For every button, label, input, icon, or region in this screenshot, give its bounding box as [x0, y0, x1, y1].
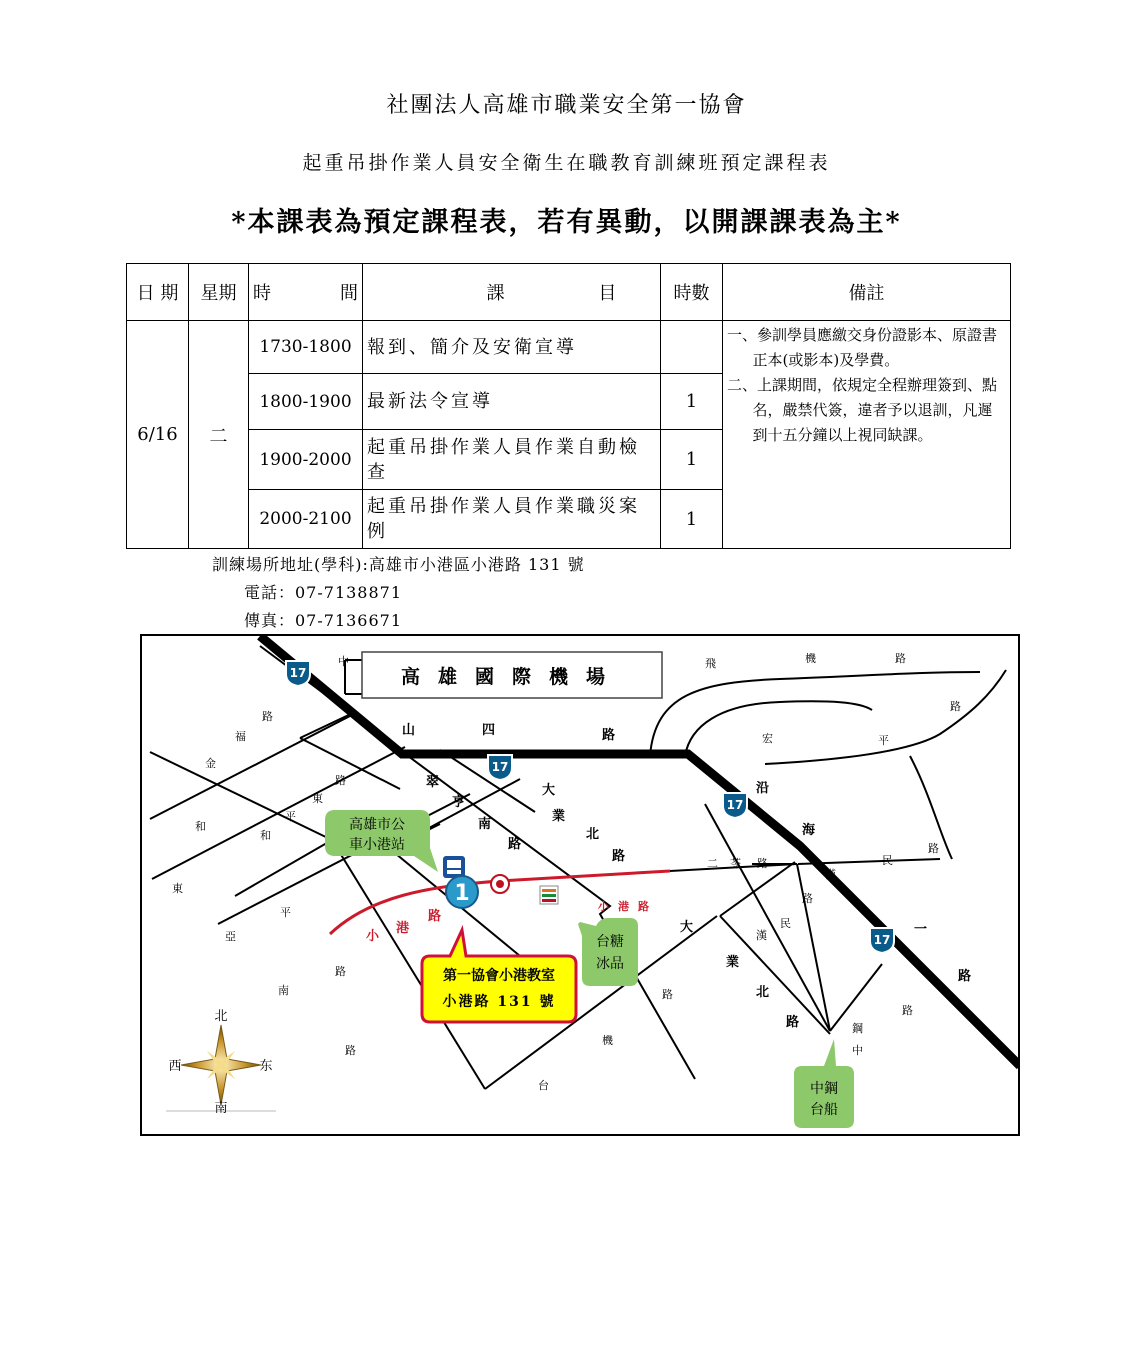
svg-text:1: 1 — [454, 881, 470, 906]
compass-west: 西 — [168, 1059, 182, 1074]
cell-subject: 報到、簡介及安衛宣導 — [363, 321, 661, 374]
organization-title: 社團法人高雄市職業安全第一協會 — [386, 93, 747, 118]
svg-text:東: 東 — [172, 882, 183, 895]
svg-text:港: 港 — [396, 921, 410, 936]
svg-text:平: 平 — [280, 906, 291, 919]
header-subject — [363, 264, 661, 321]
fax-number: 傳真：07-7136671 — [244, 611, 403, 630]
cell-subject: 起重吊掛作業人員作業職災案例 — [363, 490, 661, 549]
svg-text:南: 南 — [278, 984, 289, 997]
cell-date: 6/16 — [127, 321, 189, 549]
svg-text:東: 東 — [312, 792, 323, 805]
svg-text:港: 港 — [618, 900, 629, 913]
remark-2: 二、上課期間，依規定全程辦理簽到、點名，嚴禁代簽，違者予以退訓，凡遲到十五分鐘以上視同缺課。 — [727, 376, 998, 444]
header-subject-b: 目 — [598, 283, 617, 304]
highway-number: 17 — [726, 798, 744, 812]
cell-subject: 最新法令宣導 — [363, 374, 661, 430]
bus-icon — [443, 856, 465, 878]
svg-text:四: 四 — [482, 723, 496, 738]
svg-text:業: 業 — [552, 809, 566, 824]
compass-east: 东 — [259, 1059, 273, 1074]
cell-hours: 1 — [661, 490, 723, 549]
phone-number: 電話：07-7138871 — [244, 583, 403, 602]
svg-text:路: 路 — [335, 965, 346, 978]
course-title: 起重吊掛作業人員安全衛生在職教育訓練班預定課程表 — [302, 152, 831, 174]
svg-text:山: 山 — [402, 723, 416, 738]
svg-text:大: 大 — [542, 783, 556, 798]
svg-text:北: 北 — [586, 827, 600, 842]
highway-shield-icon — [286, 661, 310, 686]
svg-text:翠: 翠 — [426, 775, 440, 790]
svg-text:平: 平 — [878, 734, 889, 747]
svg-text:大: 大 — [680, 920, 694, 935]
svg-text:小: 小 — [598, 900, 609, 913]
svg-text:中: 中 — [852, 1044, 863, 1057]
header-subject-a: 課 — [486, 283, 505, 304]
svg-text:機: 機 — [805, 652, 816, 665]
svg-text:台: 台 — [538, 1079, 549, 1092]
cell-weekday: 二 — [189, 321, 249, 549]
svg-text:宏: 宏 — [762, 732, 773, 745]
location-map — [140, 634, 1020, 1136]
cell-hours: 1 — [661, 430, 723, 490]
svg-text:漢: 漢 — [756, 929, 767, 942]
classroom-address: 小港路 131 號 — [442, 994, 556, 1010]
svg-text:北: 北 — [756, 985, 770, 1000]
highway-shield-icon — [870, 928, 894, 953]
svg-text:路: 路 — [335, 774, 346, 787]
svg-text:路: 路 — [757, 857, 768, 870]
taisugar-callout — [578, 918, 638, 986]
cell-time: 1800-1900 — [249, 374, 363, 430]
compass-north: 北 — [214, 1009, 228, 1024]
svg-text:路: 路 — [662, 988, 673, 1001]
svg-text:一: 一 — [914, 922, 928, 937]
bus-stop-line2: 車小港站 — [349, 837, 405, 853]
csc-line1: 中鋼 — [810, 1081, 838, 1097]
svg-text:路: 路 — [786, 1015, 800, 1030]
svg-text:亞: 亞 — [225, 930, 236, 943]
table-row — [127, 321, 1011, 374]
svg-text:苓: 苓 — [730, 857, 741, 870]
svg-text:民: 民 — [780, 917, 791, 930]
svg-text:路: 路 — [950, 700, 961, 713]
cell-time: 1900-2000 — [249, 430, 363, 490]
schedule-notice: *本課表為預定課程表，若有異動，以開課課表為主* — [231, 207, 902, 238]
header-hours: 時數 — [661, 264, 723, 321]
svg-text:南: 南 — [478, 817, 492, 832]
header-remarks: 備註 — [723, 264, 1011, 321]
header-weekday: 星期 — [189, 264, 249, 321]
svg-text:平: 平 — [285, 810, 296, 823]
cell-time: 1730-1800 — [249, 321, 363, 374]
svg-text:小: 小 — [366, 929, 380, 944]
airport-label: 高雄國際機場 — [400, 666, 624, 688]
svg-text:飛: 飛 — [705, 657, 716, 670]
svg-text:和: 和 — [195, 820, 206, 833]
taisugar-line1: 台糖 — [596, 934, 624, 950]
svg-text:路: 路 — [428, 909, 442, 924]
highway-shield-icon — [488, 755, 512, 780]
svg-text:中: 中 — [338, 655, 349, 668]
csc-line2: 台船 — [810, 1102, 838, 1118]
header-time — [249, 264, 363, 321]
cell-hours — [661, 321, 723, 374]
svg-text:海: 海 — [802, 823, 816, 838]
svg-text:路: 路 — [262, 710, 273, 723]
association-logo-icon — [446, 876, 478, 908]
svg-text:沿: 沿 — [756, 781, 770, 796]
svg-text:路: 路 — [345, 1044, 356, 1057]
bus-stop-line1: 高雄市公 — [349, 817, 405, 833]
svg-text:金: 金 — [205, 757, 216, 770]
header-date: 日 期 — [127, 264, 189, 321]
svg-text:路: 路 — [602, 728, 616, 743]
cell-hours: 1 — [661, 374, 723, 430]
svg-text:亨: 亨 — [452, 795, 466, 810]
svg-text:鋼: 鋼 — [852, 1022, 863, 1035]
svg-text:路: 路 — [612, 849, 626, 864]
highway-number: 17 — [289, 666, 307, 680]
header-time-a: 時 — [253, 283, 271, 304]
svg-text:二: 二 — [707, 857, 718, 870]
header-time-b: 間 — [340, 283, 358, 304]
svg-text:福: 福 — [235, 730, 246, 743]
svg-text:路: 路 — [895, 652, 906, 665]
table-header-row — [127, 264, 1011, 321]
schedule-table — [126, 263, 1011, 549]
highway-shield-icon — [723, 793, 747, 818]
cell-subject: 起重吊掛作業人員作業自動檢查 — [363, 430, 661, 490]
svg-text:路: 路 — [802, 892, 813, 905]
svg-text:路: 路 — [902, 1004, 913, 1017]
remark-1: 一、參訓學員應繳交身份證影本、原證書正本(或影本)及學費。 — [727, 326, 998, 369]
compass-south: 南 — [214, 1101, 228, 1116]
svg-text:和: 和 — [260, 829, 271, 842]
svg-text:路: 路 — [958, 969, 972, 984]
svg-text:民: 民 — [882, 854, 893, 867]
taisugar-line2: 冰品 — [596, 956, 624, 972]
cell-remarks — [723, 321, 1011, 549]
svg-text:漢: 漢 — [825, 868, 836, 881]
svg-text:路: 路 — [508, 837, 522, 852]
highway-number: 17 — [491, 760, 509, 774]
cell-time: 2000-2100 — [249, 490, 363, 549]
taisugar-logo-icon — [491, 875, 509, 893]
svg-text:業: 業 — [726, 955, 740, 970]
training-address: 訓練場所地址(學科):高雄市小港區小港路 131 號 — [212, 555, 585, 574]
svg-text:路: 路 — [928, 842, 939, 855]
convenience-store-icon — [540, 886, 558, 904]
classroom-name: 第一協會小港教室 — [443, 968, 555, 984]
highway-number: 17 — [873, 933, 891, 947]
svg-text:機: 機 — [602, 1034, 613, 1047]
svg-text:路: 路 — [638, 900, 649, 913]
